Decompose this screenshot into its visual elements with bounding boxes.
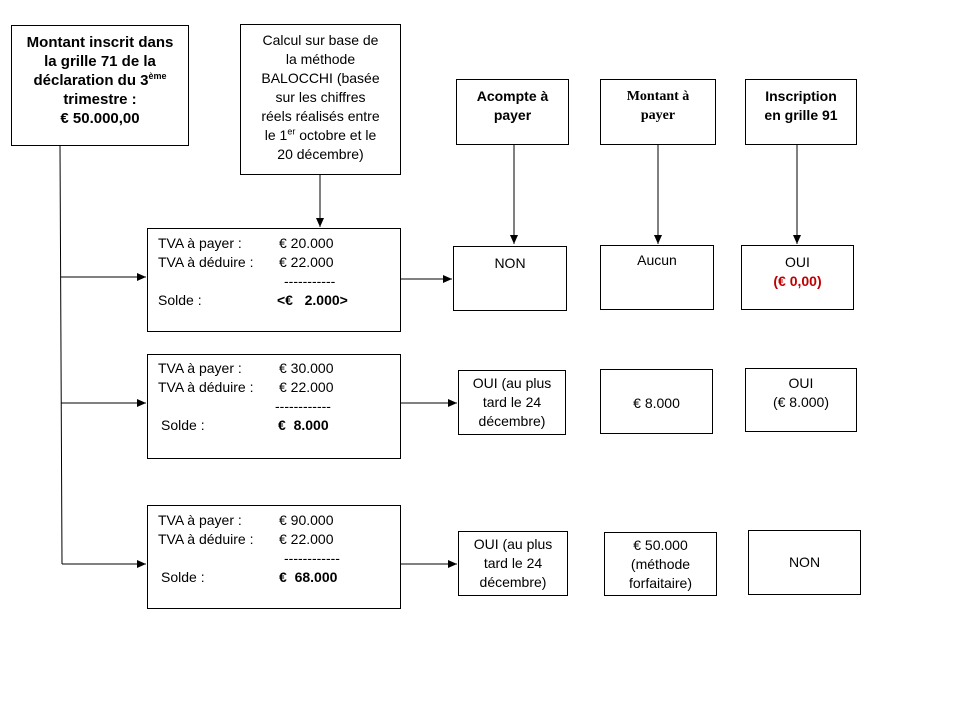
- tva-deduire-row: [158, 378, 400, 397]
- tva-payer-value: € 20.000: [279, 235, 334, 251]
- inscription-3-line-1: NON: [788, 554, 821, 570]
- acompte-box-3: [458, 531, 568, 596]
- acompte-3-line-1: OUI (au plus: [473, 536, 553, 552]
- acompte-2-line-2: tard le 24: [482, 394, 542, 410]
- header-inscription-line-2: en grille 91: [764, 107, 838, 123]
- header-inscription: [745, 79, 857, 145]
- method-line-5: réels réalisés entre: [261, 108, 380, 124]
- method-box: [240, 24, 401, 175]
- acompte-2-line-1: OUI (au plus: [472, 375, 552, 391]
- method-line-7: 20 décembre): [277, 146, 364, 162]
- method-line-6-post: octobre et le: [295, 127, 377, 143]
- method-line-2: la méthode: [285, 51, 356, 67]
- montant-1-line-1: Aucun: [637, 252, 677, 268]
- tva-deduire-row: [158, 530, 400, 549]
- inscription-1-line-2: (€ 0,00): [773, 273, 822, 289]
- solde-row: [158, 416, 400, 435]
- calc-box-2: [147, 354, 401, 459]
- inscription-2-line-1: OUI: [788, 375, 814, 391]
- source-line-3: [12, 71, 188, 90]
- tva-payer-label: TVA à payer :: [158, 512, 242, 528]
- separator-row: [158, 272, 400, 291]
- separator: -----------: [284, 273, 336, 289]
- solde-row: [158, 568, 400, 587]
- tva-payer-row: [158, 234, 400, 253]
- header-montant: [600, 79, 716, 145]
- header-acompte-line-2: payer: [493, 107, 532, 123]
- montant-box-1: [600, 245, 714, 310]
- solde-label: Solde :: [158, 292, 202, 308]
- tva-payer-label: TVA à payer :: [158, 235, 242, 251]
- acompte-3-line-3: décembre): [479, 574, 547, 590]
- montant-box-2: [600, 369, 713, 434]
- header-montant-line-2: payer: [640, 108, 676, 123]
- method-line-6-sup: er: [287, 126, 296, 137]
- source-line-5: € 50.000,00: [60, 110, 140, 127]
- solde-label: Solde :: [161, 569, 205, 585]
- method-line-1: Calcul sur base de: [262, 32, 379, 48]
- calc-box-1: [147, 228, 401, 332]
- separator-row: [158, 397, 400, 416]
- tva-payer-value: € 30.000: [279, 360, 334, 376]
- inscription-1-line-1: OUI: [785, 254, 810, 270]
- separator-row: [158, 549, 400, 568]
- source-line-1: Montant inscrit dans: [26, 34, 174, 51]
- inscription-box-1: [741, 245, 854, 310]
- tva-payer-label: TVA à payer :: [158, 360, 242, 376]
- method-line-6: [241, 126, 400, 145]
- tva-payer-value: € 90.000: [279, 512, 334, 528]
- acompte-box-1: [453, 246, 567, 311]
- source-line-3-text: déclaration du 3: [33, 72, 149, 89]
- montant-3-line-1: € 50.000: [633, 537, 688, 553]
- montant-box-3: [604, 532, 717, 596]
- tva-payer-row: [158, 511, 400, 530]
- separator: ------------: [284, 550, 340, 566]
- solde-value: € 8.000: [278, 417, 329, 433]
- header-inscription-line-1: Inscription: [765, 88, 837, 104]
- montant-2-line-1: € 8.000: [633, 395, 680, 411]
- source-line-3-sup: ème: [148, 71, 167, 81]
- calc-box-3: [147, 505, 401, 609]
- acompte-2-line-3: décembre): [478, 413, 546, 429]
- acompte-1-line-1: NON: [494, 255, 526, 271]
- acompte-3-line-2: tard le 24: [483, 555, 543, 571]
- source-line-2: la grille 71 de la: [44, 53, 156, 70]
- tva-payer-row: [158, 359, 400, 378]
- solde-row: [158, 291, 400, 310]
- montant-3-line-3: forfaitaire): [628, 575, 693, 591]
- tva-deduire-label: TVA à déduire :: [158, 379, 254, 395]
- tva-deduire-value: € 22.000: [279, 254, 334, 270]
- inscription-box-3: [748, 530, 861, 595]
- method-line-4: sur les chiffres: [275, 89, 366, 105]
- header-montant-line-1: Montant à: [626, 89, 690, 104]
- header-acompte-line-1: Acompte à: [476, 88, 549, 104]
- source-box: [11, 25, 189, 146]
- tva-deduire-label: TVA à déduire :: [158, 531, 254, 547]
- method-line-6-pre: le 1: [264, 127, 288, 143]
- tva-deduire-row: [158, 253, 400, 272]
- tva-deduire-value: € 22.000: [279, 531, 334, 547]
- acompte-box-2: [458, 370, 566, 435]
- tva-deduire-label: TVA à déduire :: [158, 254, 254, 270]
- inscription-box-2: [745, 368, 857, 432]
- header-acompte: [456, 79, 569, 145]
- solde-label: Solde :: [161, 417, 205, 433]
- source-line-4: trimestre :: [63, 91, 137, 108]
- montant-3-line-2: (méthode: [630, 556, 691, 572]
- separator: ------------: [275, 398, 331, 414]
- method-line-3: BALOCCHI (basée: [261, 70, 380, 86]
- inscription-2-line-2: (€ 8.000): [772, 394, 830, 410]
- solde-value: <€ 2.000>: [277, 292, 348, 308]
- trunk-line: [60, 146, 62, 564]
- tva-deduire-value: € 22.000: [279, 379, 334, 395]
- solde-value: € 68.000: [279, 569, 338, 585]
